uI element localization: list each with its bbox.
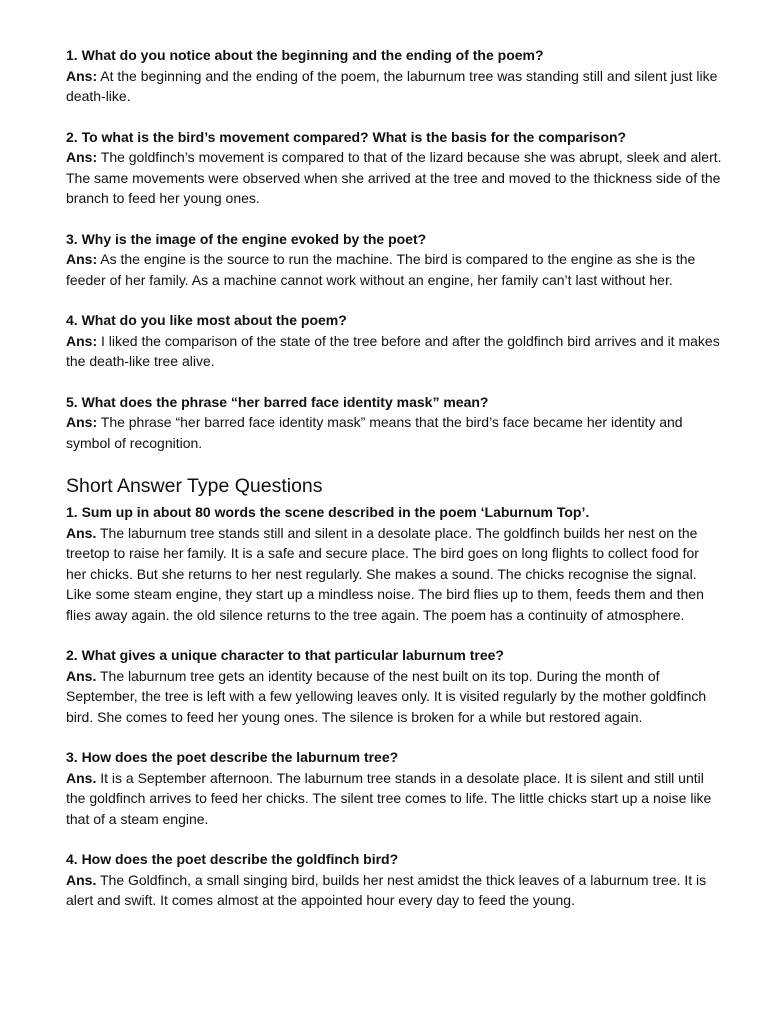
answer-label: Ans: bbox=[66, 414, 98, 430]
answer-text: It is a September afternoon. The laburnum tree stands in a desolate place. It is silent and still until the goldfinch arrives to feed her chicks. The silent tree comes to life. The little chicks start up a noise like that of a steam engine. bbox=[66, 769, 712, 827]
answer-text: At the beginning and the ending of the poem, the laburnum tree was standing still and silent just like death-like. bbox=[66, 67, 718, 104]
question: 1. What do you notice about the beginning and the ending of the poem? bbox=[66, 47, 544, 63]
section-heading: Short Answer Type Questions bbox=[66, 475, 323, 497]
short-qa-block-3 bbox=[66, 747, 722, 829]
answer-text: The laburnum tree gets an identity because of the nest built on its top. During the month of September, the tree is left with a few yellowing leaves only. It is visited regularly by the mother goldfinch bird. She comes to feed her young ones. The silence is broken for a while but restored again. bbox=[66, 667, 707, 725]
short-qa-block-2 bbox=[66, 645, 722, 727]
question: 2. What gives a unique character to that particular laburnum tree? bbox=[66, 647, 504, 663]
answer-text: I liked the comparison of the state of the tree before and after the goldfinch bird arrives and it makes the death-like tree alive. bbox=[66, 332, 720, 369]
answer-text: The goldfinch’s movement is compared to that of the lizard because she was abrupt, sleek and alert. The same movements were observed when she arrived at the tree and moved to the thickness side of the branch to feed her young ones. bbox=[66, 149, 722, 206]
question: 5. What does the phrase “her barred face identity mask” mean? bbox=[66, 393, 489, 410]
answer-text: As the engine is the source to run the machine. The bird is compared to the engine as she is the feeder of her family. As a machine cannot work without an engine, her family can’t last without her. bbox=[66, 251, 696, 288]
answer-label: Ans. bbox=[66, 769, 97, 786]
answer-label: Ans: bbox=[66, 67, 98, 84]
qa-block-4 bbox=[66, 310, 722, 372]
question: 1. Sum up in about 80 words the scene described in the poem ‘Laburnum Top’. bbox=[66, 504, 590, 520]
answer-text: The phrase “her barred face identity mask” means that the bird’s face became her identity and symbol of recognition. bbox=[66, 414, 683, 451]
qa-block-3 bbox=[66, 229, 722, 291]
qa-block-5 bbox=[66, 392, 722, 454]
question: 3. Why is the image of the engine evoked by the poet? bbox=[66, 230, 427, 247]
question: 4. What do you like most about the poem? bbox=[66, 312, 347, 328]
qa-block-2 bbox=[66, 127, 722, 209]
answer-label: Ans. bbox=[66, 524, 97, 541]
question: 2. To what is the bird’s movement compared? What is the basis for the comparison? bbox=[66, 128, 627, 145]
answer-label: Ans: bbox=[66, 149, 98, 165]
short-qa-block-1 bbox=[66, 502, 722, 625]
question: 3. How does the poet describe the laburnum tree? bbox=[66, 749, 399, 765]
answer-label: Ans. bbox=[66, 871, 97, 888]
answer-text: The laburnum tree stands still and silent in a desolate place. The goldfinch builds her nest on the treetop to raise her family. It is a safe and secure place. The bird goes on long flights to collect food for her chicks. But she returns to her nest regularly. She makes a sound. The chicks recognise the signal. Like some steam engine, they start up a mindless noise. The bird flies up to them, feeds them and then flies away again. the old silence returns to the tree again. The poem has a continuity of atmosphere. bbox=[66, 524, 704, 623]
answer-text: The Goldfinch, a small singing bird, builds her nest amidst the thick leaves of a laburnum tree. It is alert and swift. It comes almost at the appointed hour every day to feed the young. bbox=[66, 871, 707, 908]
answer-label: Ans: bbox=[66, 251, 98, 267]
short-qa-block-4 bbox=[66, 849, 722, 911]
question: 4. How does the poet describe the goldfinch bird? bbox=[66, 851, 399, 867]
answer-label: Ans: bbox=[66, 332, 98, 349]
qa-block-1 bbox=[66, 45, 722, 107]
answer-label: Ans. bbox=[66, 667, 97, 684]
